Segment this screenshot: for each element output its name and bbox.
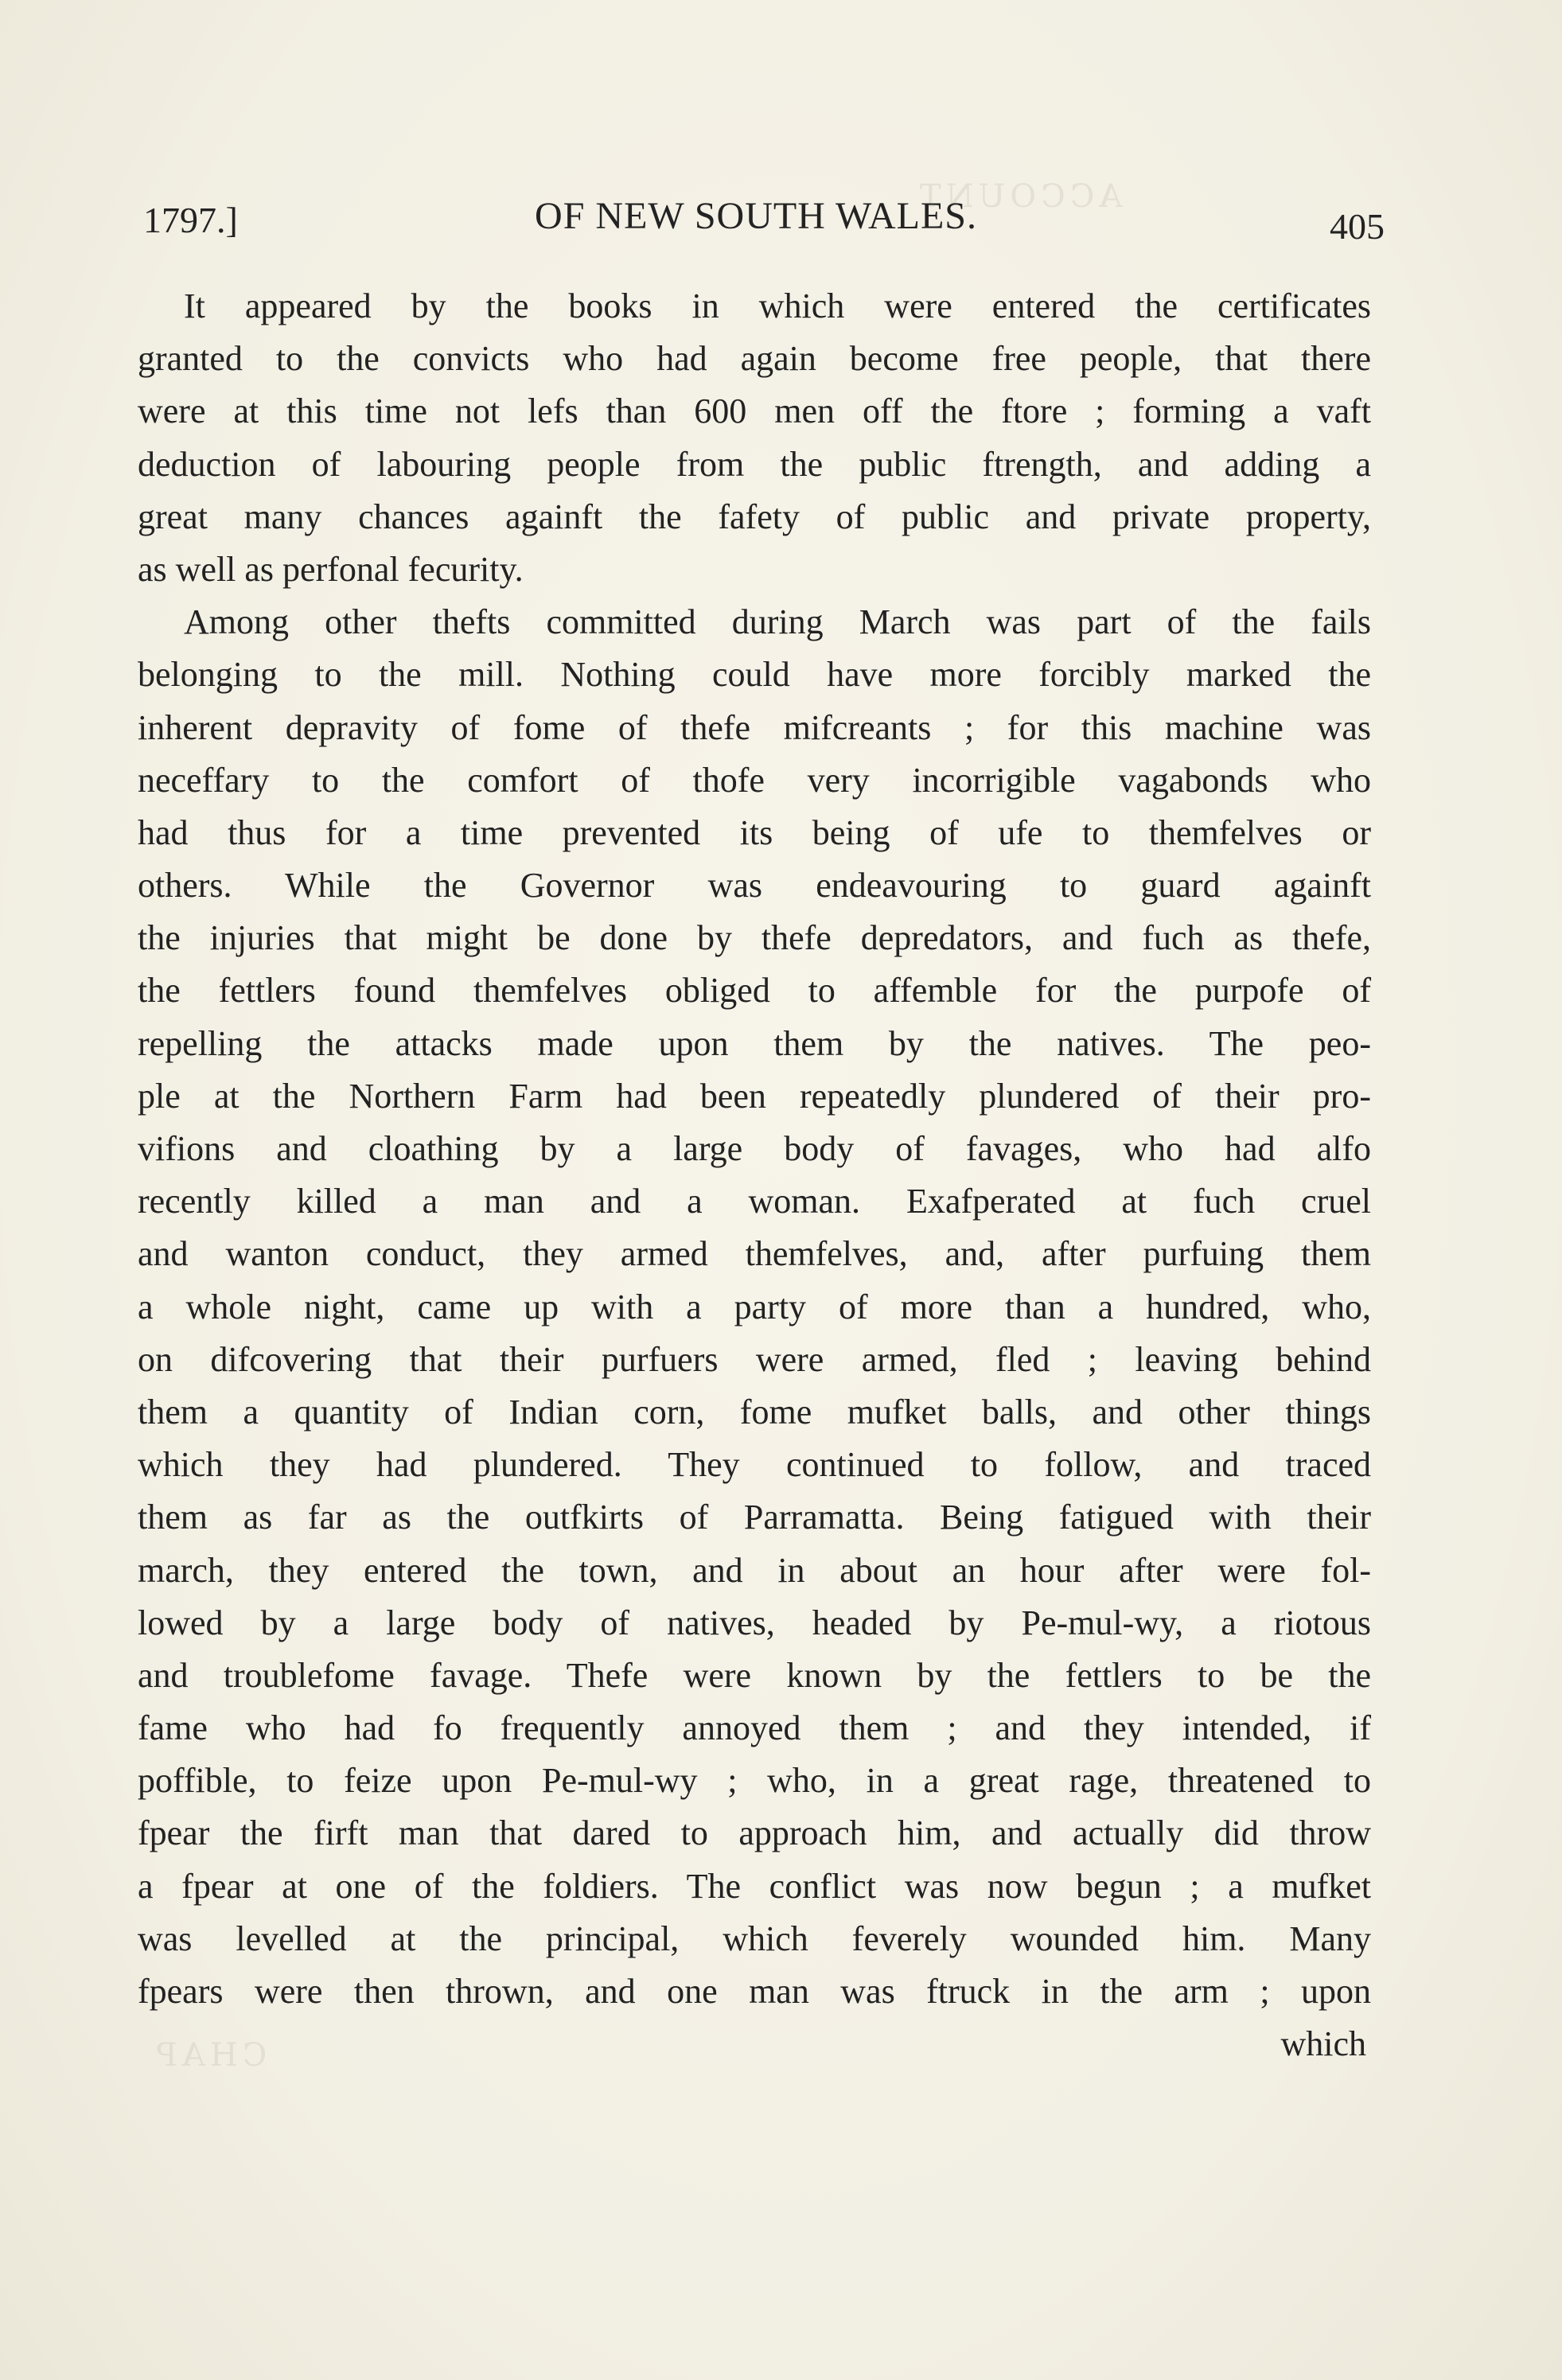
text-line: deduction of labouring people from the public ftrength, and adding a (138, 444, 1371, 484)
text-line: ple at the Northern Farm had been repeatedly plundered of their pro- (138, 1076, 1371, 1116)
text-line: had thus for a time prevented its being of ufe to themfelves or (138, 812, 1371, 852)
text-line: recently killed a man and a woman. Exafperated at fuch cruel (138, 1182, 1371, 1221)
catchword: which (1280, 2024, 1366, 2064)
text-line: was levelled at the principal, which feverely wounded him. Many (138, 1918, 1371, 1958)
text-line: fpear the firft man that dared to approach him, and actually did throw (138, 1813, 1371, 1853)
text-line: on difcovering that their purfuers were armed, fled ; leaving behind (138, 1339, 1371, 1379)
text-line: neceffary to the comfort of thofe very incorrigible vagabonds who (138, 760, 1371, 800)
text-line: march, they entered the town, and in about an hour after were fol- (138, 1550, 1371, 1590)
text-line: as well as perfonal fecurity. (138, 549, 524, 589)
text-line: the fettlers found themfelves obliged to affemble for the purpofe of (138, 971, 1371, 1011)
header-year: 1797.] (143, 200, 238, 240)
text-line: inherent depravity of fome of thefe mifcreants ; for this machine was (138, 707, 1371, 747)
text-line: which they had plundered. They continued to follow, and traced (138, 1445, 1371, 1485)
text-line: a whole night, came up with a party of more than a hundred, who, (138, 1287, 1371, 1326)
running-header (127, 188, 1385, 259)
text-line: a fpear at one of the foldiers. The conflict was now begun ; a mufket (138, 1866, 1371, 1906)
text-line: and troublefome favage. Thefe were known by the fettlers to be the (138, 1655, 1371, 1695)
page-number: 405 (1330, 206, 1385, 247)
text-line: It appeared by the books in which were entered the certificates (184, 286, 1371, 325)
text-line: were at this time not lefs than 600 men off the ftore ; forming a vaft (138, 391, 1371, 431)
text-line: great many chances againft the fafety of public and private property, (138, 497, 1371, 536)
text-line: and wanton conduct, they armed themfelves, and, after purfuing them (138, 1234, 1371, 1274)
text-line: the injuries that might be done by thefe depredators, and fuch as thefe, (138, 918, 1371, 958)
text-line: them a quantity of Indian corn, fome mufket balls, and other things (138, 1392, 1371, 1432)
text-line: belonging to the mill. Nothing could have more forcibly marked the (138, 655, 1371, 695)
text-line: vifions and cloathing by a large body of favages, who had alfo (138, 1129, 1371, 1168)
text-line: fpears were then thrown, and one man was ftruck in the arm ; upon (138, 1972, 1371, 2011)
text-line: them as far as the outfkirts of Parramatta. Being fatigued with their (138, 1498, 1371, 1537)
text-line: Among other thefts committed during March was part of the fails (184, 602, 1371, 642)
text-line: granted to the convicts who had again become free people, that there (138, 339, 1371, 379)
text-line: others. While the Governor was endeavouring to guard againft (138, 866, 1371, 906)
text-line: poffible, to feize upon Pe-mul-wy ; who, in a great rage, threatened to (138, 1761, 1371, 1801)
text-line: lowed by a large body of natives, headed by Pe-mul-wy, a riotous (138, 1603, 1371, 1642)
show-through-text: CHAP (151, 2037, 267, 2074)
show-through-text: ACCOUNT (915, 178, 1123, 215)
text-line: repelling the attacks made upon them by the natives. The peo- (138, 1023, 1371, 1063)
header-title: OF NEW SOUTH WALES. (535, 195, 977, 237)
body-text (138, 280, 1371, 2070)
text-line: fame who had fo frequently annoyed them ; and they intended, if (138, 1708, 1371, 1748)
